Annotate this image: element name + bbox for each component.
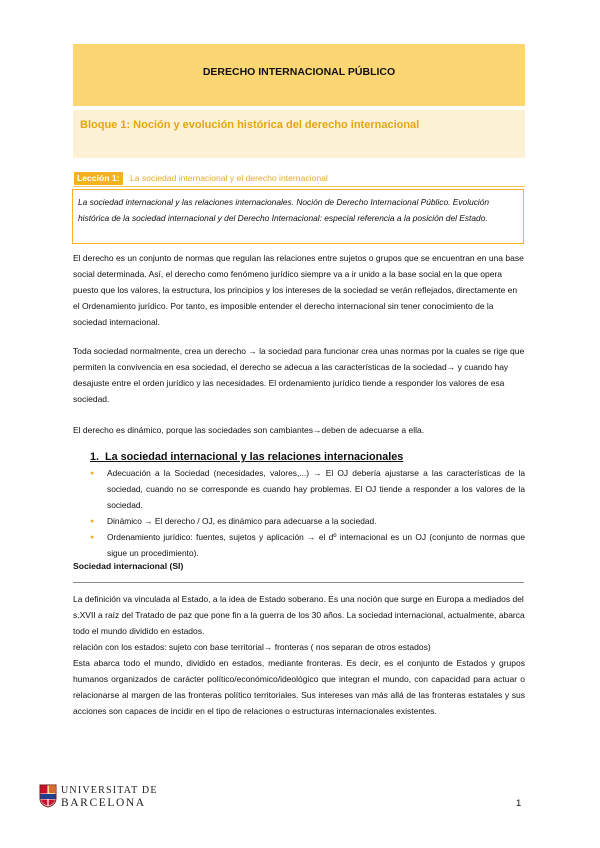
subsection-paragraph-2: relación con los estados: sujeto con base territorial→ fronteras ( nos separan de otros estados) — [73, 642, 431, 652]
paragraph-3: El derecho es dinámico, porque las sociedades son cambiantes→deben de adecuarse a ella. — [73, 425, 425, 435]
section-title: La sociedad internacional y las relaciones internacionales — [105, 451, 404, 463]
logo-text-line1: UNIVERSITAT DE — [61, 785, 158, 796]
logo-text-line2: BARCELONA — [61, 797, 146, 809]
page-number: 1 — [516, 798, 522, 809]
block-title: Bloque 1: Noción y evolución histórica del derecho internacional — [80, 119, 420, 131]
divider — [73, 582, 524, 583]
block-banner — [73, 110, 525, 158]
bullet-item: Dinámico → El derecho / OJ, es dinámico para adecuarse a la sociedad. — [107, 516, 377, 526]
paragraph-1: El derecho es un conjunto de normas que regulan las relaciones entre sujetos o grupos que se encuentran en una base social determinada. Así, el derecho como fenómeno jurídico siempre va a ir unido a la base social en la que opera puesto que los valores, la estructura, los principios y los intereses de la sociedad se verán reflejados, directamente en el Ordenamiento jurídico. Por tanto, es imposible entender el derecho internacional sin tener conocimiento de la sociedad internacional. — [73, 253, 524, 327]
document-title: DERECHO INTERNACIONAL PÚBLICO — [202, 66, 396, 78]
subsection-paragraph-3: Esta abarca todo el mundo, dividido en estados, mediante fronteras. Es decir, es el conjunto de Estados y grupos humanos organizados de carácter político/económico/ideológico que integran el mundo, con capacidad para actuar o relacionarse al margen de las fronteras político territoriales. Sus intereses van más allá de las fronteras estatales y sus acciones son capaces de incidir en el tipo de relaciones o estructuras internacionales existentes. — [73, 658, 525, 716]
university-crest-icon — [39, 784, 57, 813]
lesson-label: Lección 1: — [74, 172, 123, 185]
section-number: 1. — [90, 451, 100, 463]
bullet-item: Adecuación a la Sociedad (necesidades, valores,...) → El OJ debería ajustarse a las características de la sociedad, cuando no se corresponde es cuando hay problemas. El OJ tiende a responder a los valores de la sociedad. — [107, 468, 525, 510]
bullet-dot-icon: ● — [90, 534, 95, 541]
bullet-item: Ordenamiento jurídico: fuentes, sujetos y aplicación → el dº internacional es un OJ (conjunto de normas que sigue un procedimiento). — [107, 532, 525, 558]
bullet-dot-icon: ● — [90, 518, 95, 525]
subsection-title: Sociedad internacional (SI) — [73, 561, 184, 571]
paragraph-2: Toda sociedad normalmente, crea un derecho → la sociedad para funcionar crea unas normas por la cuales se rige que permiten la convivencia en esa sociedad, el derecho se adecua a las características de la sociedad→ y cuando hay desajuste entre el orden jurídico y las necesidades. El ordenamiento jurídico tiende a responder los valores de esa sociedad. — [73, 346, 525, 404]
section-heading — [90, 451, 403, 463]
lesson-title: La sociedad internacional y el derecho internacional — [130, 173, 328, 183]
title-banner — [73, 44, 525, 106]
lesson-intro-box — [72, 189, 524, 244]
subsection-paragraph-1: La definición va vinculada al Estado, a la idea de Estado soberano. Es una noción que surge en Europa a mediados del s.XVII a raíz del Tratado de paz que pone fin a la guerra de los 30 años. La sociedad internacional, actualmente, abarca todo el mundo dividido en estados. — [73, 594, 525, 636]
lesson-intro: La sociedad internacional y las relaciones internacionales. Noción de Derecho Internacional Público. Evolución histórica de la sociedad internacional y del Derecho Internacional: especial referencia a la posición del Estado. — [78, 197, 490, 223]
bullet-dot-icon: ● — [90, 470, 95, 477]
